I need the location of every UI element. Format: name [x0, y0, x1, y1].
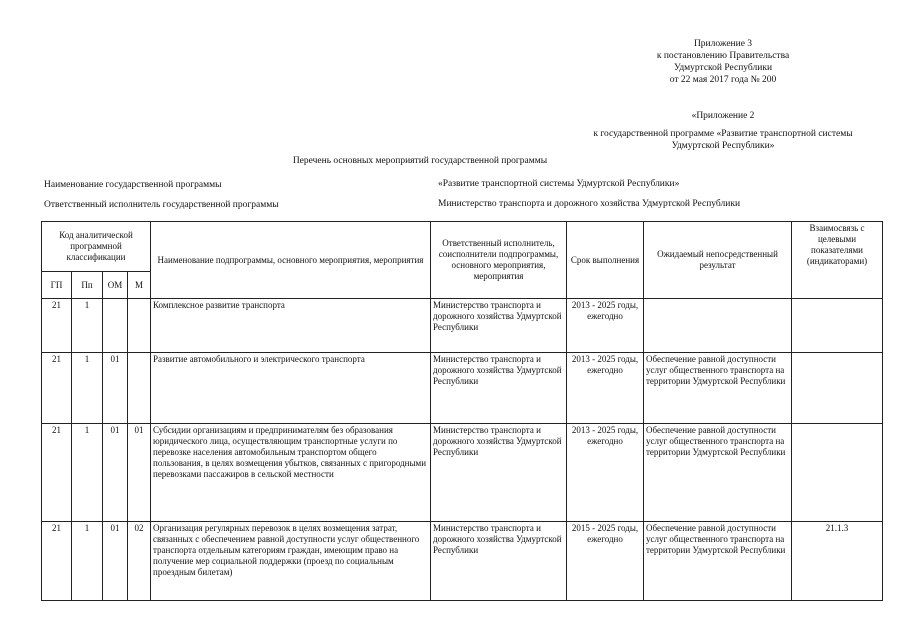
- appendix-2-line-1: «Приложение 2: [691, 111, 755, 121]
- cell-om: 01: [103, 522, 128, 601]
- appendix-3-block: [560, 38, 886, 86]
- appendix-3-line-4: от 22 мая 2017 года № 200: [669, 75, 777, 85]
- appendix-2-block: [560, 110, 886, 152]
- cell-result: Обеспечение равной доступности услуг общественного транспорта на территории Удмуртской Республики: [644, 522, 792, 601]
- cell-responsible: Министерство транспорта и дорожного хозяйства Удмуртской Республики: [431, 424, 567, 522]
- table-row: [42, 299, 883, 353]
- cell-link: 21.1.3: [792, 522, 883, 601]
- header-pp: Пп: [72, 272, 103, 299]
- cell-om: 01: [103, 424, 128, 522]
- cell-name: Комплексное развитие транспорта: [151, 299, 431, 353]
- program-executor-label: Ответственный исполнитель государственной программы: [44, 200, 279, 210]
- cell-gp: 21: [42, 299, 72, 353]
- program-name-label: Наименование государственной программы: [44, 180, 222, 190]
- header-result: Ожидаемый непосредственный результат: [644, 222, 792, 299]
- cell-result: Обеспечение равной доступности услуг общественного транспорта на территории Удмуртской Республики: [644, 353, 792, 424]
- cell-name: Субсидии организациям и предпринимателям без образования юридического лица, осуществляющим транспортные услуги по перевозке населения автомобильным транспортом общего пользования, в целях возмещения убытков, связанных с пригородными перевозками пассажиров в сельской местности: [151, 424, 431, 522]
- table-row: [42, 353, 883, 424]
- cell-result: Обеспечение равной доступности услуг общественного транспорта на территории Удмуртской Республики: [644, 424, 792, 522]
- cell-gp: 21: [42, 353, 72, 424]
- document-title: Перечень основных мероприятий государственной программы: [292, 156, 548, 166]
- header-link: Взаимосвязь с целевыми показателями (индикаторами): [792, 222, 883, 299]
- cell-m: [128, 299, 151, 353]
- cell-name: Развитие автомобильного и электрического транспорта: [151, 353, 431, 424]
- cell-responsible: Министерство транспорта и дорожного хозяйства Удмуртской Республики: [431, 522, 567, 601]
- header-om: ОМ: [103, 272, 128, 299]
- cell-term: 2013 - 2025 годы, ежегодно: [567, 424, 644, 522]
- cell-link: [792, 353, 883, 424]
- program-name-value: «Развитие транспортной системы Удмуртской Республики»: [438, 179, 680, 189]
- cell-term: 2015 - 2025 годы, ежегодно: [567, 522, 644, 601]
- cell-link: [792, 299, 883, 353]
- table-row: [42, 424, 883, 522]
- header-name: Наименование подпрограммы, основного мероприятия, мероприятия: [151, 222, 431, 299]
- cell-term: 2013 - 2025 годы, ежегодно: [567, 299, 644, 353]
- activities-table: [41, 221, 883, 601]
- table-row: [42, 522, 883, 601]
- appendix-2-line-2: к государственной программе «Развитие транспортной системы: [593, 129, 853, 139]
- cell-om: 01: [103, 353, 128, 424]
- cell-name: Организация регулярных перевозок в целях возмещения затрат, связанных с обеспечением равной доступности услуг общественного транспорта отдельным категориям граждан, имеющим право на получение мер социальной поддержки (проезд по социальным проездным билетам): [151, 522, 431, 601]
- cell-term: 2013 - 2025 годы, ежегодно: [567, 353, 644, 424]
- appendix-3-line-2: к постановлению Правительства: [656, 51, 790, 61]
- cell-responsible: Министерство транспорта и дорожного хозяйства Удмуртской Республики: [431, 353, 567, 424]
- cell-pp: 1: [72, 424, 103, 522]
- header-responsible: Ответственный исполнитель, соисполнители подпрограммы, основного мероприятия, мероприятия: [431, 222, 567, 299]
- header-m: М: [128, 272, 151, 299]
- header-gp: ГП: [42, 272, 72, 299]
- appendix-2-line-3: Удмуртской Республики»: [671, 141, 775, 151]
- cell-result: [644, 299, 792, 353]
- appendix-3-line-3: Удмуртской Республики: [673, 63, 773, 73]
- cell-pp: 1: [72, 353, 103, 424]
- cell-m: 01: [128, 424, 151, 522]
- appendix-3-line-1: Приложение 3: [693, 39, 753, 49]
- header-term: Срок выполнения: [567, 222, 644, 299]
- cell-om: [103, 299, 128, 353]
- cell-gp: 21: [42, 522, 72, 601]
- cell-responsible: Министерство транспорта и дорожного хозяйства Удмуртской Республики: [431, 299, 567, 353]
- cell-gp: 21: [42, 424, 72, 522]
- cell-m: [128, 353, 151, 424]
- cell-link: [792, 424, 883, 522]
- cell-m: 02: [128, 522, 151, 601]
- header-code: Код аналитической программной классификации: [42, 222, 151, 272]
- cell-pp: 1: [72, 299, 103, 353]
- program-executor-value: Министерство транспорта и дорожного хозяйства Удмуртской Республики: [438, 199, 741, 209]
- cell-pp: 1: [72, 522, 103, 601]
